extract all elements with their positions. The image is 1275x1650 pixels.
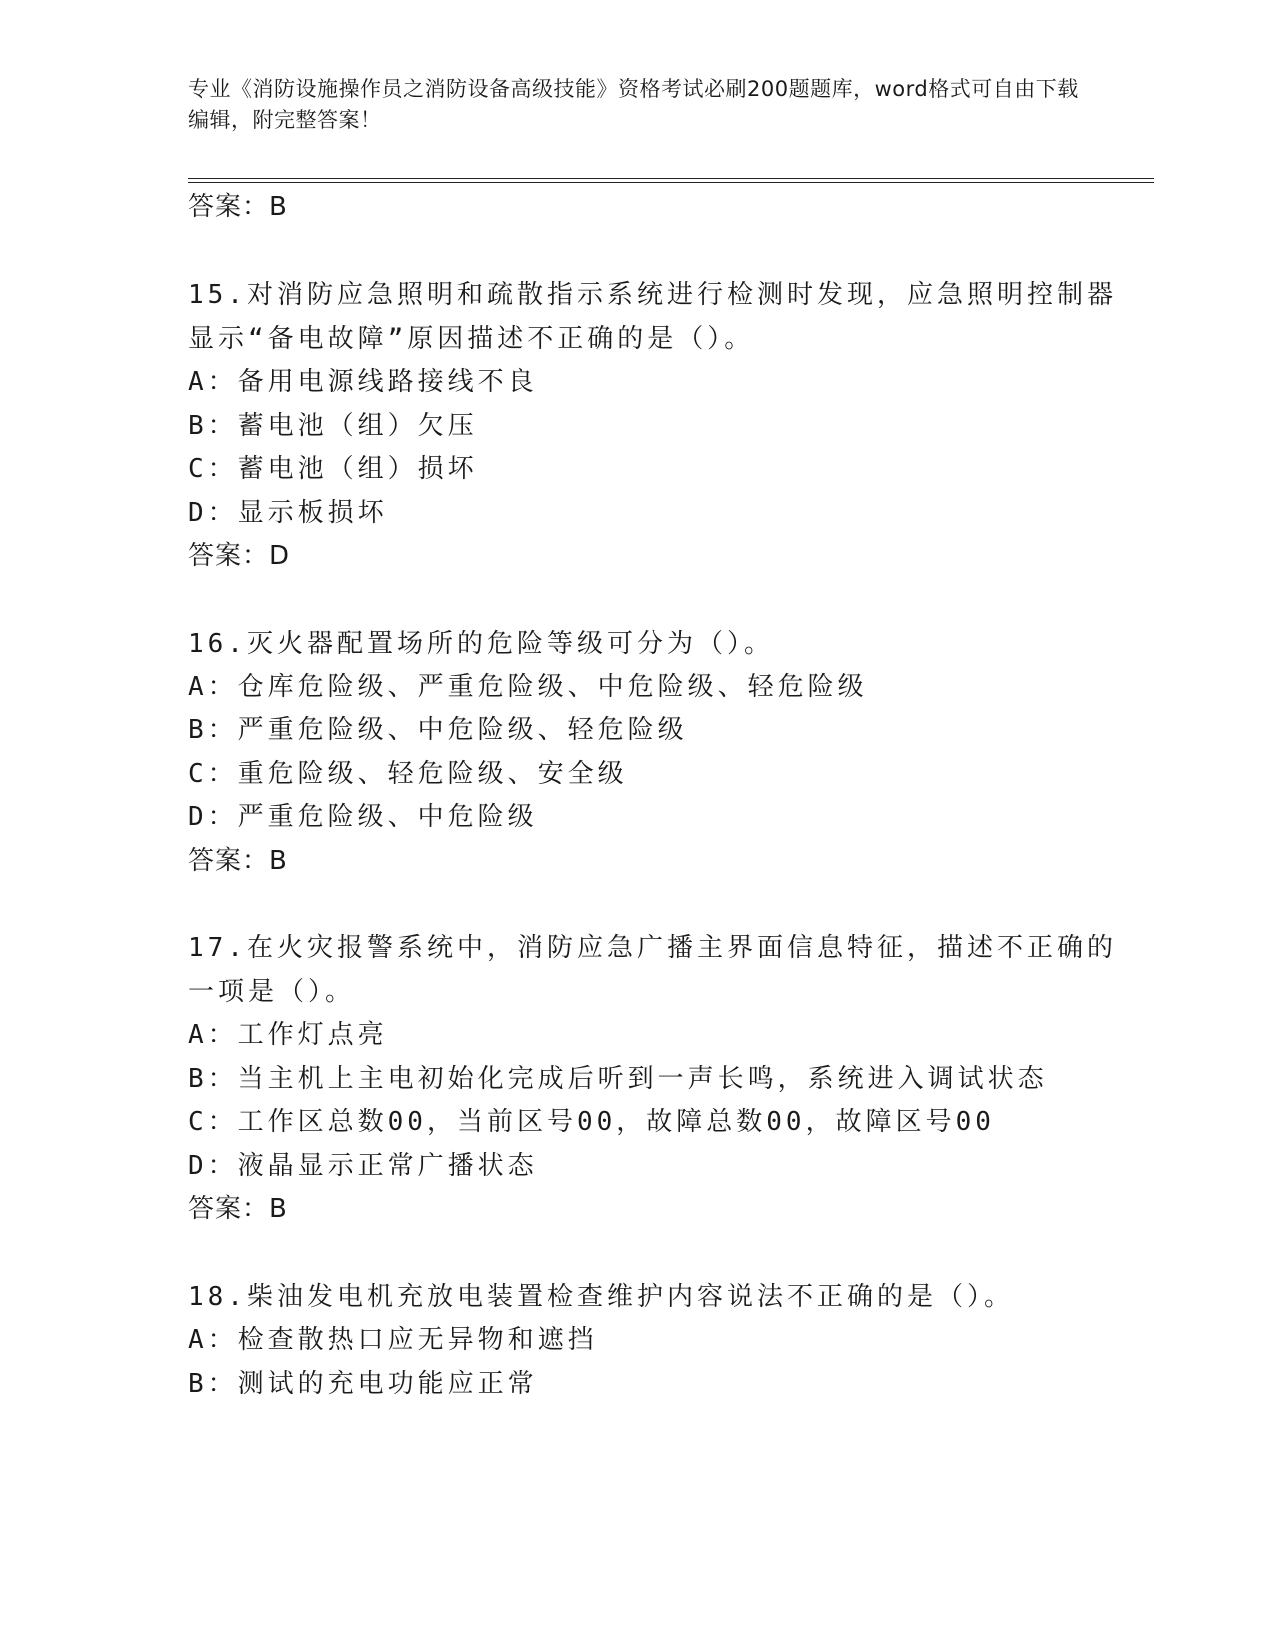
header-rule-bottom — [188, 182, 1154, 183]
question-15-option-a: A：备用电源线路接线不良 — [188, 367, 538, 397]
question-16-option-a: A：仓库危险级、严重危险级、中危险级、轻危险级 — [188, 672, 868, 702]
document-header: 专业《消防设施操作员之消防设备高级技能》资格考试必刷200题题库，word格式可自由下载编辑，附完整答案！ — [188, 77, 1079, 132]
question-15-line1: 15.对消防应急照明和疏散指示系统进行检测时发现，应急照明控制器 — [188, 280, 1117, 310]
question-17-option-d: D：液晶显示正常广播状态 — [188, 1151, 538, 1181]
question-15-option-b: B：蓄电池（组）欠压 — [188, 411, 478, 441]
question-17-line2: 一项是（）。 — [188, 977, 356, 1007]
question-17-answer: 答案：B — [188, 1194, 288, 1224]
question-17-option-a: A：工作灯点亮 — [188, 1020, 388, 1050]
question-16-answer: 答案：B — [188, 846, 288, 876]
question-15-option-d: D：显示板损坏 — [188, 498, 388, 528]
question-15-option-c: C：蓄电池（组）损坏 — [188, 454, 478, 484]
question-16-option-d: D：严重危险级、中危险级 — [188, 802, 538, 832]
answer-prev: 答案：B — [188, 192, 288, 222]
question-15-line2: 显示“备电故障”原因描述不正确的是（）。 — [188, 324, 755, 354]
question-15-answer: 答案：D — [188, 541, 291, 571]
question-16-line1: 16.灭火器配置场所的危险等级可分为（）。 — [188, 629, 774, 659]
question-17-option-c: C：工作区总数00，当前区号00，故障总数00，故障区号00 — [188, 1107, 995, 1137]
question-16-option-b: B：严重危险级、中危险级、轻危险级 — [188, 715, 688, 745]
question-16-option-c: C：重危险级、轻危险级、安全级 — [188, 759, 628, 789]
question-18-option-a: A：检查散热口应无异物和遮挡 — [188, 1325, 598, 1355]
question-17-option-b: B：当主机上主电初始化完成后听到一声长鸣，系统进入调试状态 — [188, 1064, 1048, 1094]
question-18-line1: 18.柴油发电机充放电装置检查维护内容说法不正确的是（）。 — [188, 1282, 1014, 1312]
question-17-line1: 17.在火灾报警系统中，消防应急广播主界面信息特征，描述不正确的 — [188, 933, 1117, 963]
question-18-option-b: B：测试的充电功能应正常 — [188, 1369, 538, 1399]
header-rule-top — [188, 178, 1154, 179]
